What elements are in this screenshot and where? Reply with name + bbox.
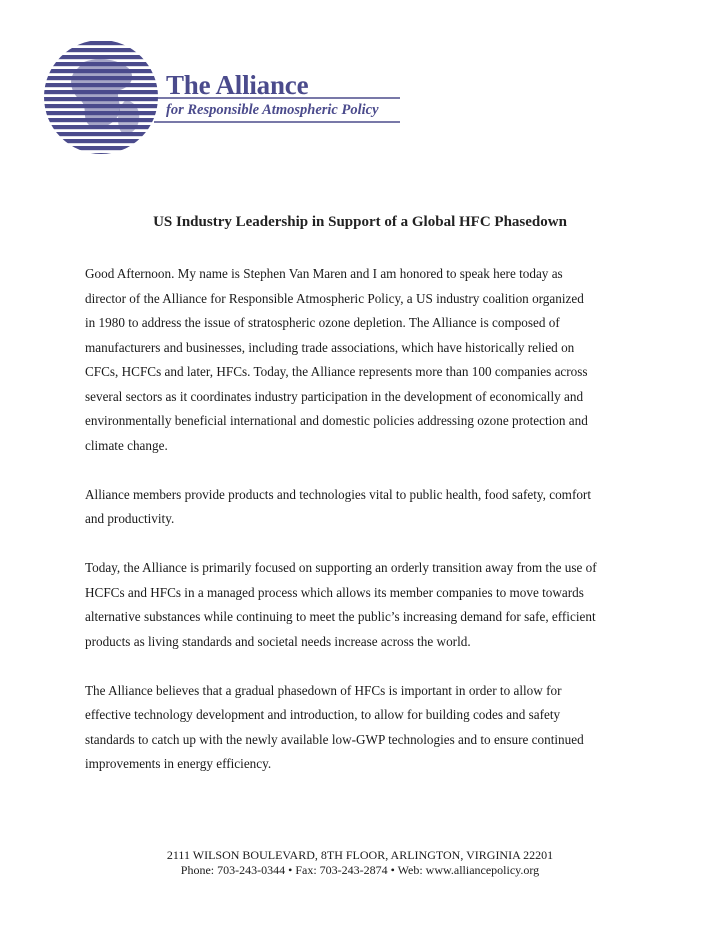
text-line: HCFCs and HFCs in a managed process which allows its member companies to move towards <box>85 584 584 600</box>
paragraph <box>85 679 645 777</box>
paragraph <box>85 262 645 458</box>
text-line: environmentally beneficial international and domestic policies addressing ozone protection and <box>85 413 588 428</box>
footer-address: 2111 WILSON BOULEVARD, 8TH FLOOR, ARLINGTON, VIRGINIA 22201 <box>166 848 554 862</box>
text-line: climate change. <box>85 437 168 453</box>
text-line: Today, the Alliance is primarily focused on supporting an orderly transition away from the use of <box>85 560 597 575</box>
text-line: Good Afternoon. My name is Stephen Van Maren and I am honored to speak here today as <box>85 266 563 281</box>
page-footer <box>0 848 720 878</box>
text-line: Alliance members provide products and technologies vital to public health, food safety, comfort <box>85 486 591 502</box>
document-body <box>85 262 645 801</box>
paragraph <box>85 556 645 654</box>
text-line: effective technology development and introduction, to allow for building codes and safety <box>85 707 561 722</box>
text-line: in 1980 to address the issue of stratospheric ozone depletion. The Alliance is composed of <box>85 315 560 330</box>
text-line: standards to catch up with the newly available low-GWP technologies and to ensure continued <box>85 731 584 747</box>
text-line: director of the Alliance for Responsible Atmospheric Policy, a US industry coalition organized <box>85 290 584 306</box>
text-line: CFCs, HCFCs and later, HFCs. Today, the Alliance represents more than 100 companies across <box>85 364 588 379</box>
text-line: products as living standards and societal needs increase across the world. <box>85 633 471 649</box>
text-line: several sectors as it coordinates industry participation in the development of economically and <box>85 388 584 404</box>
letterhead <box>44 40 424 160</box>
text-line: alternative substances while continuing to meet the public’s increasing demand for safe, efficient <box>85 609 596 624</box>
text-line: improvements in energy efficiency. <box>85 756 272 771</box>
text-line: and productivity. <box>85 511 175 526</box>
footer-contact: Phone: 703-243-0344 • Fax: 703-243-2874 • Web: www.alliancepolicy.org <box>180 863 540 877</box>
text-line: The Alliance believes that a gradual phasedown of HFCs is important in order to allow for <box>85 682 562 698</box>
text-line: manufacturers and businesses, including trade associations, which have historically relied on <box>85 339 575 355</box>
organization-name: The Alliance <box>166 70 309 100</box>
paragraph <box>85 483 645 532</box>
organization-subtitle: for Responsible Atmospheric Policy <box>166 102 379 118</box>
document-title: US Industry Leadership in Support of a Global HFC Phasedown <box>153 214 567 230</box>
